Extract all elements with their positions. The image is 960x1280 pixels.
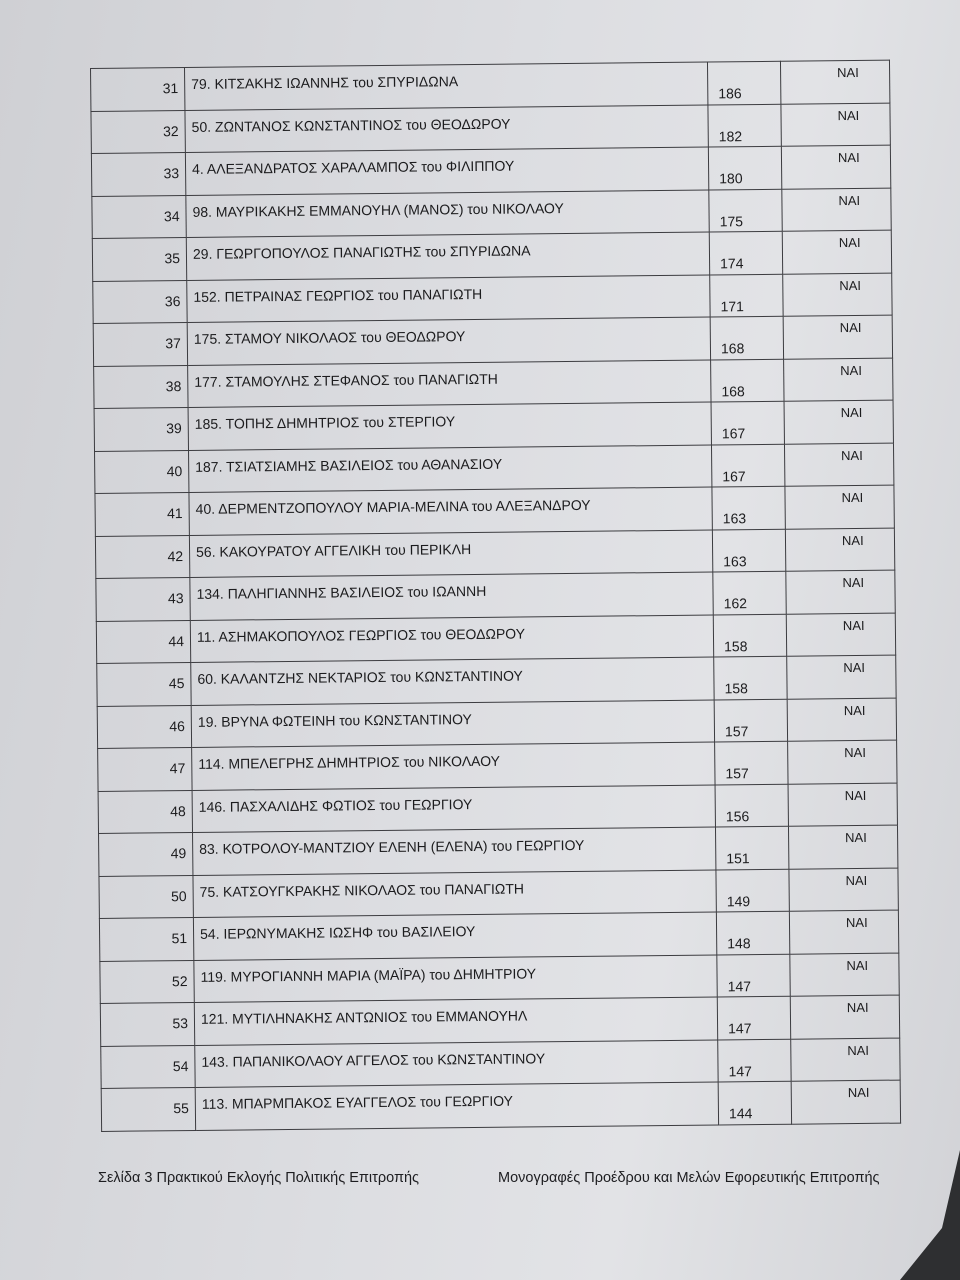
row-number-cell: [92, 238, 186, 281]
answer-cell: ΝΑΙ: [845, 872, 868, 888]
vote-count: 175: [719, 212, 744, 229]
row-number: 31: [162, 80, 179, 97]
candidate-name-cell: [192, 784, 715, 832]
candidate-name: 75. ΚΑΤΣΟΥΓΚΡΑΚΗΣ ΝΙΚΟΛΑΟΣ του ΠΑΝΑΓΙΩΤΗ: [199, 880, 525, 900]
vote-count: 148: [727, 935, 751, 952]
table-row: [101, 1080, 900, 1131]
vote-count-cell: [709, 231, 782, 274]
candidate-name: 187. ΤΣΙΑΤΣΙΑΜΗΣ ΒΑΣΙΛΕΙΟΣ του ΑΘΑΝΑΣΙΟΥ: [195, 455, 503, 475]
candidate-name-cell: [195, 1039, 718, 1087]
answer-cell: ΝΑΙ: [843, 702, 866, 718]
candidate-name-cell: [192, 742, 715, 790]
row-number-cell: [101, 1045, 195, 1088]
page-footer-left: Σελίδα 3 Πρακτικού Εκλογής Πολιτικής Επιτροπής: [98, 1170, 420, 1186]
vote-count: 149: [726, 892, 751, 909]
row-number-cell: [99, 917, 193, 960]
candidate-name-cell: [190, 615, 713, 663]
row-number: 45: [168, 675, 185, 692]
candidate-name: 98. ΜΑΥΡΙΚΑΚΗΣ ΕΜΜΑΝΟΥΗΛ (ΜΑΝΟΣ) του ΝΙΚΟΛΑΟΥ: [192, 199, 564, 220]
row-number: 33: [163, 165, 180, 182]
row-number-cell: [94, 407, 188, 450]
row-number: 39: [166, 420, 182, 437]
answer-cell: ΝΑΙ: [840, 404, 863, 421]
row-number: 53: [172, 1015, 189, 1032]
row-number-cell: [91, 68, 185, 111]
row-number: 52: [171, 972, 188, 989]
vote-count-cell: [717, 996, 790, 1039]
row-number-cell: [98, 790, 192, 833]
answer-cell-cell: [783, 273, 892, 317]
candidate-name-cell: [195, 1082, 718, 1130]
vote-count-cell: [708, 146, 781, 189]
answer-cell-cell: [789, 910, 898, 954]
row-number-cell: [97, 705, 191, 748]
vote-count-cell: [709, 189, 782, 232]
vote-count: 180: [719, 170, 743, 187]
answer-cell-cell: [782, 230, 891, 274]
candidate-name-cell: [189, 445, 712, 493]
vote-count-cell: [708, 104, 781, 147]
vote-count: 147: [728, 1020, 752, 1037]
answer-cell-cell: [783, 315, 892, 359]
candidate-name-cell: [194, 997, 717, 1045]
answer-cell: ΝΑΙ: [847, 1042, 870, 1058]
candidate-name: 134. ΠΑΛΗΓΙΑΝΝΗΣ ΒΑΣΙΛΕΙΟΣ του ΙΩΑΝΝΗ: [196, 582, 487, 602]
candidate-name: 4. ΑΛΕΞΑΝΔΡΑΤΟΣ ΧΑΡΑΛΑΜΠΟΣ του ΦΙΛΙΠΠΟΥ: [191, 157, 515, 177]
candidate-name-cell: [191, 699, 714, 747]
vote-count-cell: [714, 656, 787, 699]
vote-count-cell: [710, 274, 783, 317]
row-number: 48: [170, 802, 186, 819]
vote-count-cell: [712, 486, 785, 529]
vote-count-cell: [713, 571, 786, 614]
vote-count: 167: [721, 425, 746, 442]
vote-count-cell: [715, 784, 788, 827]
answer-cell: ΝΑΙ: [839, 319, 862, 336]
candidate-name-cell: [191, 657, 714, 705]
row-number-cell: [99, 875, 193, 918]
answer-cell: ΝΑΙ: [843, 659, 866, 676]
answer-cell: ΝΑΙ: [847, 1084, 870, 1101]
answer-cell: ΝΑΙ: [846, 999, 869, 1016]
answer-cell: ΝΑΙ: [844, 744, 866, 761]
row-number: 50: [171, 887, 187, 904]
row-number-cell: [101, 1087, 195, 1130]
candidate-name-cell: [185, 147, 708, 195]
vote-count: 147: [728, 1062, 752, 1079]
candidate-name: 143. ΠΑΠΑΝΙΚΟΛΑΟΥ ΑΓΓΕΛΟΣ του ΚΩΝΣΤΑΝΤΙΝΟΥ: [201, 1049, 546, 1070]
row-number-cell: [96, 577, 190, 620]
row-number: 55: [173, 1100, 189, 1117]
results-table-body: [91, 60, 901, 1131]
vote-count: 182: [718, 127, 743, 144]
vote-count: 171: [720, 297, 744, 314]
candidate-name: 114. ΜΠΕΛΕΓΡΗΣ ΔΗΜΗΤΡΙΟΣ του ΝΙΚΟΛΑΟΥ: [198, 752, 501, 772]
row-number-cell: [100, 1002, 194, 1045]
vote-count: 156: [725, 807, 750, 824]
row-number: 32: [162, 122, 179, 139]
candidate-name-cell: [189, 530, 712, 578]
answer-cell: ΝΑΙ: [837, 149, 860, 166]
answer-cell: ΝΑΙ: [837, 64, 859, 81]
answer-cell-cell: [781, 145, 890, 189]
answer-cell: ΝΑΙ: [842, 617, 865, 633]
candidate-name: 40. ΔΕΡΜΕΝΤΖΟΠΟΥΛΟΥ ΜΑΡΙΑ-ΜΕΛΙΝΑ του ΑΛΕΞΑΝΔΡΟΥ: [195, 496, 591, 517]
row-number-cell: [100, 960, 194, 1003]
answer-cell-cell: [784, 358, 893, 402]
vote-count-cell: [714, 699, 787, 742]
answer-cell: ΝΑΙ: [844, 787, 867, 803]
row-number: 42: [167, 547, 184, 564]
answer-cell: ΝΑΙ: [846, 957, 869, 973]
candidate-name-cell: [189, 487, 712, 535]
candidate-name: 60. ΚΑΛΑΝΤΖΗΣ ΝΕΚΤΑΡΙΟΣ του ΚΩΝΣΤΑΝΤΙΝΟΥ: [197, 667, 523, 687]
answer-cell-cell: [787, 698, 896, 742]
results-table: [90, 60, 901, 1132]
candidate-name-cell: [193, 827, 716, 875]
candidate-name-cell: [186, 232, 709, 280]
row-number-cell: [95, 535, 189, 578]
answer-cell-cell: [789, 868, 898, 912]
candidate-name: 119. ΜΥΡΟΓΙΑΝΝΗ ΜΑΡΙΑ (ΜΑΪΡΑ) του ΔΗΜΗΤΡΙΟΥ: [200, 964, 537, 985]
vote-count: 163: [723, 552, 747, 569]
vote-count-cell: [716, 911, 789, 954]
candidate-name-cell: [193, 912, 716, 960]
vote-count: 168: [720, 340, 745, 357]
answer-cell: ΝΑΙ: [841, 532, 864, 548]
candidate-name-cell: [185, 105, 708, 153]
candidate-name: 19. ΒΡΥΝΑ ΦΩΤΕΙΝΗ του ΚΩΝΣΤΑΝΤΙΝΟΥ: [197, 710, 472, 730]
answer-cell-cell: [787, 655, 896, 699]
answer-cell: ΝΑΙ: [837, 107, 860, 123]
candidate-name-cell: [194, 954, 717, 1002]
row-number-cell: [91, 110, 185, 153]
answer-cell: ΝΑΙ: [841, 489, 864, 506]
answer-cell-cell: [784, 443, 893, 487]
row-number: 54: [172, 1057, 189, 1074]
vote-count-cell: [717, 954, 790, 997]
answer-cell-cell: [781, 103, 890, 147]
candidate-name-cell: [185, 62, 708, 110]
answer-cell: ΝΑΙ: [840, 362, 862, 378]
row-number: 40: [166, 462, 183, 479]
answer-cell-cell: [785, 528, 894, 572]
vote-count: 151: [726, 850, 750, 867]
candidate-name: 177. ΣΤΑΜΟΥΛΗΣ ΣΤΕΦΑΝΟΣ του ΠΑΝΑΓΙΩΤΗ: [194, 370, 498, 390]
vote-count-cell: [711, 359, 784, 402]
answer-cell-cell: [788, 740, 897, 784]
vote-count: 158: [724, 637, 748, 654]
candidate-name: 113. ΜΠΑΡΜΠΑΚΟΣ ΕΥΑΓΓΕΛΟΣ του ΓΕΩΡΓΙΟΥ: [201, 1092, 514, 1112]
candidate-name-cell: [188, 402, 711, 450]
vote-count: 174: [719, 255, 744, 272]
answer-cell-cell: [785, 485, 894, 529]
answer-cell-cell: [780, 60, 889, 104]
answer-cell-cell: [788, 825, 897, 869]
row-number-cell: [94, 365, 188, 408]
candidate-name: 146. ΠΑΣΧΑΛΙΔΗΣ ΦΩΤΙΟΣ του ΓΕΩΡΓΙΟΥ: [198, 795, 473, 815]
answer-cell: ΝΑΙ: [838, 192, 861, 208]
answer-cell-cell: [784, 400, 893, 444]
vote-count-cell: [707, 61, 780, 104]
candidate-name-cell: [187, 275, 710, 323]
vote-count: 158: [724, 680, 748, 697]
candidate-name-cell: [193, 869, 716, 917]
candidate-name-cell: [188, 360, 711, 408]
row-number: 51: [171, 930, 188, 947]
row-number-cell: [93, 322, 187, 365]
candidate-name: 54. ΙΕΡΩΝΥΜΑΚΗΣ ΙΩΣΗΦ του ΒΑΣΙΛΕΙΟΥ: [199, 923, 476, 942]
vote-count-cell: [715, 741, 788, 784]
row-number: 49: [170, 845, 187, 862]
row-number: 37: [165, 335, 181, 352]
answer-cell-cell: [790, 953, 899, 997]
vote-count-cell: [713, 614, 786, 657]
row-number-cell: [95, 492, 189, 535]
candidate-name: 185. ΤΟΠΗΣ ΔΗΜΗΤΡΙΟΣ του ΣΤΕΡΓΙΟΥ: [194, 413, 456, 432]
vote-count: 147: [727, 977, 752, 994]
answer-cell-cell: [786, 570, 895, 614]
candidate-name-cell: [186, 190, 709, 238]
row-number-cell: [93, 280, 187, 323]
row-number-cell: [98, 747, 192, 790]
vote-count: 168: [721, 382, 745, 399]
vote-count-cell: [710, 316, 783, 359]
row-number-cell: [99, 832, 193, 875]
answer-cell: ΝΑΙ: [845, 829, 867, 846]
row-number-cell: [96, 620, 190, 663]
page-footer-right: Μονογραφές Προέδρου και Μελών Εφορευτικής Επιτροπής: [498, 1170, 880, 1186]
candidate-name-cell: [187, 317, 710, 365]
candidate-name: 56. ΚΑΚΟΥΡΑΤΟΥ ΑΓΓΕΛΙΚΗ του ΠΕΡΙΚΛΗ: [195, 540, 472, 560]
row-number: 47: [169, 760, 186, 777]
candidate-name-cell: [190, 572, 713, 620]
answer-cell-cell: [791, 1038, 900, 1082]
candidate-name: 83. ΚΟΤΡΟΛΟΥ-ΜΑΝΤΖΙΟΥ ΕΛΕΝΗ (ΕΛΕΝΑ) του ΓΕΩΡΓΙΟΥ: [199, 836, 585, 857]
vote-count-cell: [716, 869, 789, 912]
answer-cell-cell: [791, 1080, 900, 1124]
answer-cell: ΝΑΙ: [841, 447, 863, 463]
row-number: 41: [167, 505, 183, 522]
row-number: 38: [165, 377, 182, 394]
vote-count-cell: [718, 1081, 791, 1124]
candidate-name: 152. ΠΕΤΡΑΙΝΑΣ ΓΕΩΡΓΙΟΣ του ΠΑΝΑΓΙΩΤΗ: [193, 285, 483, 305]
candidate-name: 79. ΚΙΤΣΑΚΗΣ ΙΩΑΝΝΗΣ του ΣΠΥΡΙΔΩΝΑ: [191, 73, 459, 92]
vote-count-cell: [711, 401, 784, 444]
answer-cell: ΝΑΙ: [842, 574, 865, 591]
answer-cell-cell: [786, 613, 895, 657]
row-number: 46: [169, 717, 185, 734]
row-number: 34: [163, 207, 180, 224]
candidate-name: 29. ΓΕΩΡΓΟΠΟΥΛΟΣ ΠΑΝΑΓΙΩΤΗΣ του ΣΠΥΡΙΔΩΝΑ: [192, 242, 531, 262]
answer-cell-cell: [788, 783, 897, 827]
candidate-name: 11. ΑΣΗΜΑΚΟΠΟΥΛΟΣ ΓΕΩΡΓΙΟΣ του ΘΕΟΔΩΡΟΥ: [196, 624, 526, 645]
row-number: 35: [164, 250, 181, 267]
vote-count: 157: [724, 722, 749, 739]
answer-cell-cell: [790, 995, 899, 1039]
row-number: 43: [167, 590, 184, 607]
row-number: 44: [168, 632, 185, 649]
row-number: 36: [164, 292, 181, 309]
answer-cell: ΝΑΙ: [839, 277, 862, 293]
vote-count-cell: [715, 826, 788, 869]
row-number-cell: [97, 662, 191, 705]
vote-count: 167: [722, 467, 746, 484]
candidate-name: 121. ΜΥΤΙΛΗΝΑΚΗΣ ΑΝΤΩΝΙΟΣ του ΕΜΜΑΝΟΥΗΛ: [200, 1007, 528, 1027]
row-number-cell: [91, 153, 185, 196]
vote-count: 157: [725, 765, 749, 782]
answer-cell: ΝΑΙ: [838, 234, 861, 251]
vote-count-cell: [718, 1039, 791, 1082]
vote-count: 144: [728, 1105, 753, 1122]
vote-count-cell: [711, 444, 784, 487]
vote-count: 163: [722, 510, 747, 527]
row-number-cell: [95, 450, 189, 493]
candidate-name: 175. ΣΤΑΜΟΥ ΝΙΚΟΛΑΟΣ του ΘΕΟΔΩΡΟΥ: [193, 328, 466, 347]
candidate-name: 50. ΖΩΝΤΑΝΟΣ ΚΩΝΣΤΑΝΤΙΝΟΣ του ΘΕΟΔΩΡΟΥ: [191, 115, 511, 135]
row-number-cell: [92, 195, 186, 238]
vote-count: 162: [723, 595, 748, 612]
answer-cell: ΝΑΙ: [845, 914, 868, 931]
answer-cell-cell: [782, 188, 891, 232]
vote-count: 186: [718, 85, 742, 102]
vote-count-cell: [712, 529, 785, 572]
